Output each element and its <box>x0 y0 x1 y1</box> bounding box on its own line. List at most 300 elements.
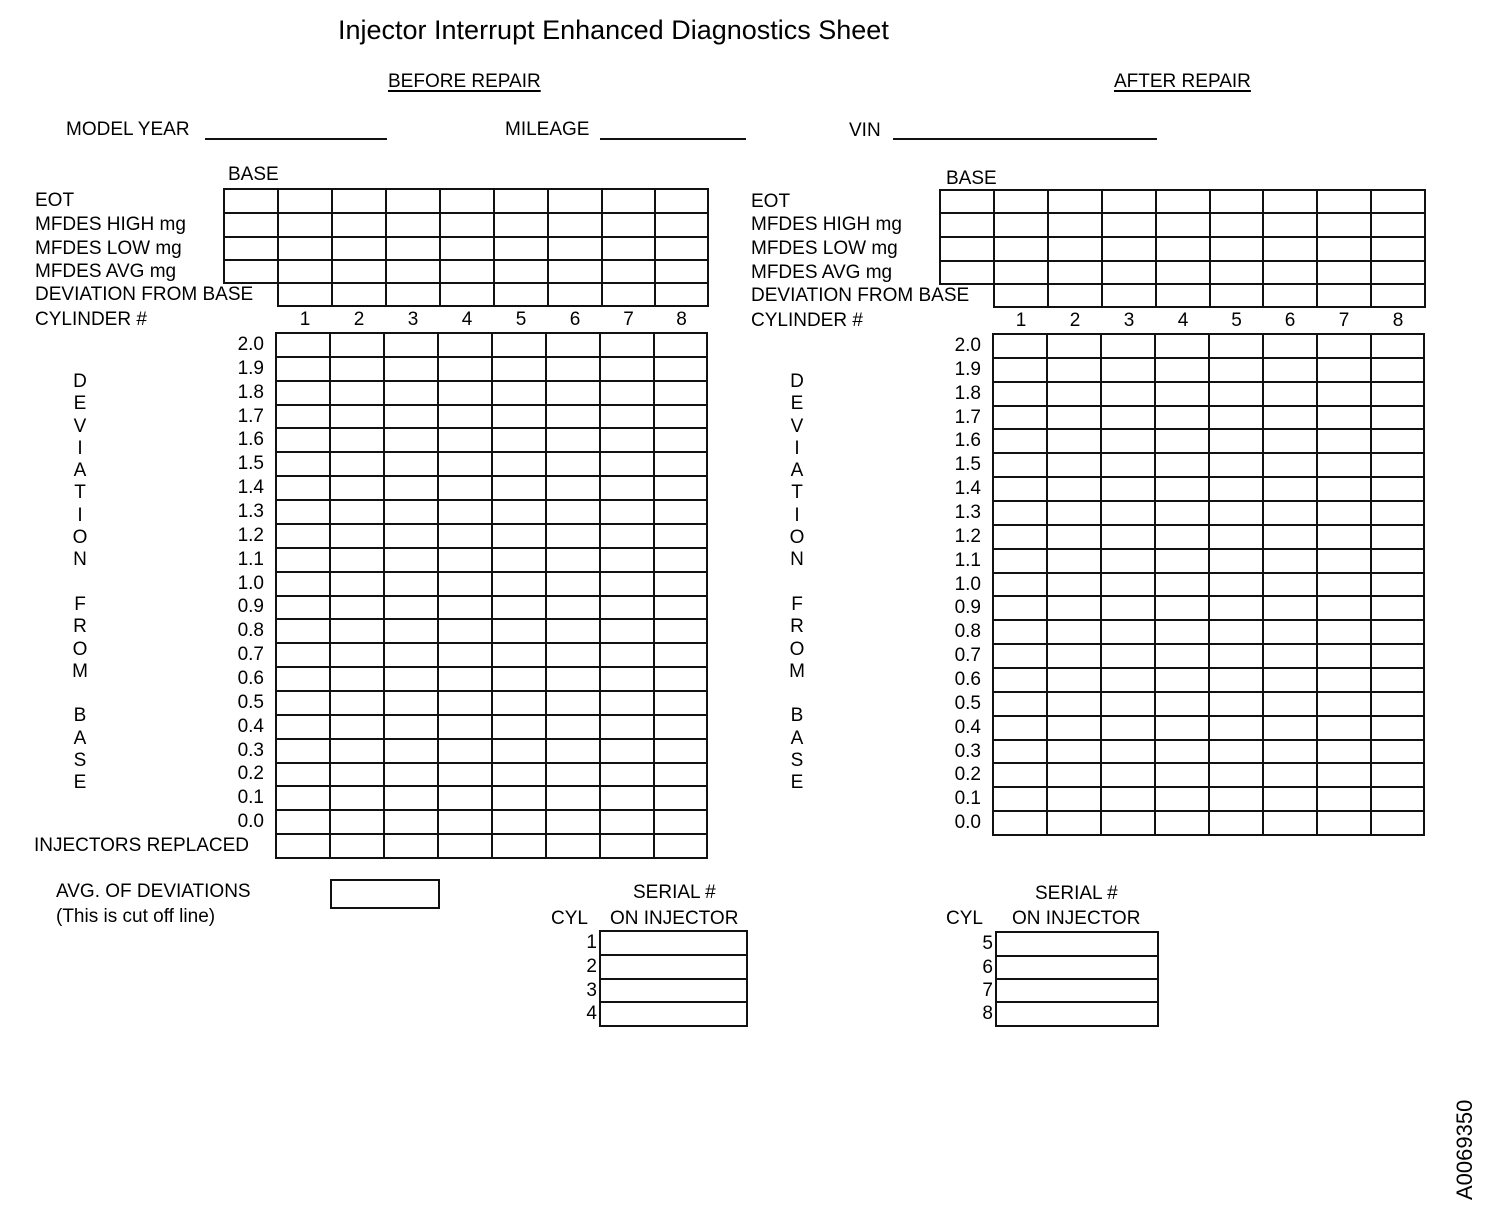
after-deviation-scale-label: 0.9 <box>954 597 981 618</box>
before-mfdes-high-cyl4-cell <box>439 212 495 238</box>
before-deviation-1-9-cyl2-cell <box>329 356 385 382</box>
before-deviation-0-7-cyl1-cell <box>275 642 331 668</box>
before-deviation-0-2-cyl6-cell <box>545 762 601 787</box>
before-injectors-replaced-cyl7-cell <box>599 833 655 859</box>
after-mfdes-high-cyl6-cell <box>1262 212 1318 238</box>
serial-cyl-number: 7 <box>982 980 993 1001</box>
before-deviation-0-1-cyl3-cell <box>383 785 439 811</box>
after-mfdes-low-cyl7-cell <box>1316 236 1372 262</box>
after-mfdes-low-cyl2-cell <box>1047 236 1103 262</box>
before-deviation-1-8-cyl3-cell <box>383 380 439 406</box>
after-deviation-0-2-cyl5-cell <box>1208 762 1264 788</box>
before-deviation-0-6-cyl4-cell <box>437 666 493 692</box>
after-deviation-0-2-cyl7-cell <box>1316 762 1372 788</box>
before-deviation-1-1-cyl4-cell <box>437 547 493 573</box>
before-deviation-1-1-cyl3-cell <box>383 547 439 573</box>
after-deviation-1-9-cyl8-cell <box>1370 357 1425 383</box>
after-deviation-scale-label: 1.7 <box>954 407 981 428</box>
after-deviation-1-8-cyl3-cell <box>1100 381 1156 407</box>
after-deviation-1-7-cyl3-cell <box>1100 405 1156 430</box>
after-deviation-0-3-cyl5-cell <box>1208 739 1264 764</box>
before-deviation-0-2-cyl5-cell <box>491 762 547 787</box>
before-mfdes-avg-cyl3-cell <box>385 259 441 284</box>
before-deviation-1-1-cyl1-cell <box>275 547 331 573</box>
before-deviation-1-8-cyl2-cell <box>329 380 385 406</box>
before-deviation-1-6-cyl7-cell <box>599 427 655 453</box>
before-deviation-0-6-cyl2-cell <box>329 666 385 692</box>
avg-deviations-label: AVG. OF DEVIATIONS <box>56 881 251 902</box>
before-deviation-1-7-cyl2-cell <box>329 404 385 429</box>
after-deviation-0-4-cyl7-cell <box>1316 715 1372 741</box>
before-deviation-scale-label: 0.0 <box>237 811 264 832</box>
after-deviation-2-0-cyl2-cell <box>1046 333 1102 359</box>
after-deviation-0-8-cyl7-cell <box>1316 619 1372 645</box>
after-deviation-scale-label: 1.3 <box>954 502 981 523</box>
after-deviation-1-3-cyl7-cell <box>1316 500 1372 526</box>
after-deviation-1-2-cyl1-cell <box>992 524 1048 550</box>
after-deviation-0-3-cyl2-cell <box>1046 739 1102 764</box>
before-deviation-1-4-cyl8-cell <box>653 475 708 501</box>
before-deviation-0-7-cyl7-cell <box>599 642 655 668</box>
serial-heading: SERIAL # <box>633 882 716 903</box>
before-deviation-1-0-cyl4-cell <box>437 571 493 597</box>
before-deviation-0-9-cyl5-cell <box>491 595 547 620</box>
before-deviation-scale-label: 1.5 <box>237 453 264 474</box>
after-deviation-scale-label: 0.2 <box>954 764 981 785</box>
after-deviation-0-7-cyl1-cell <box>992 643 1048 669</box>
before-deviation-1-7-cyl1-cell <box>275 404 331 429</box>
before-deviation-0-5-cyl8-cell <box>653 690 708 716</box>
serial-number-cell-cyl8 <box>995 1001 1159 1027</box>
before-injectors-replaced-cyl6-cell <box>545 833 601 859</box>
mileage-label: MILEAGE <box>505 119 590 140</box>
after-deviation-scale-label: 0.8 <box>954 621 981 642</box>
before-deviation-1-9-cyl4-cell <box>437 356 493 382</box>
after-deviation-0-7-cyl8-cell <box>1370 643 1425 669</box>
before-deviation-2-0-cyl2-cell <box>329 332 385 358</box>
before-deviation-1-4-cyl4-cell <box>437 475 493 501</box>
axis-label-letter: E <box>73 393 87 415</box>
before-injectors-replaced-cyl4-cell <box>437 833 493 859</box>
after-deviation-2-0-cyl4-cell <box>1154 333 1210 359</box>
before-deviation-1-4-cyl3-cell <box>383 475 439 501</box>
after-base-label: BASE <box>946 168 997 189</box>
axis-label-letter: A <box>73 727 87 749</box>
after-deviation-2-0-cyl6-cell <box>1262 333 1318 359</box>
before-deviation-0-8-cyl8-cell <box>653 618 708 644</box>
after-deviation-0-8-cyl5-cell <box>1208 619 1264 645</box>
after-deviation-1-4-cyl5-cell <box>1208 476 1264 502</box>
after-deviation-0-0-cyl1-cell <box>992 810 1048 836</box>
before-deviation-1-0-cyl3-cell <box>383 571 439 597</box>
after-deviation-from-base-cyl7-cell <box>1316 283 1372 308</box>
before-deviation-scale-label: 1.1 <box>237 549 264 570</box>
before-deviation-1-5-cyl5-cell <box>491 451 547 477</box>
after-deviation-0-9-cyl3-cell <box>1100 595 1156 621</box>
after-deviation-1-6-cyl5-cell <box>1208 428 1264 454</box>
before-deviation-0-0-cyl6-cell <box>545 809 601 835</box>
before-deviation-0-5-cyl2-cell <box>329 690 385 716</box>
after-deviation-0-3-cyl3-cell <box>1100 739 1156 764</box>
after-deviation-1-1-cyl6-cell <box>1262 548 1318 574</box>
before-deviation-1-9-cyl5-cell <box>491 356 547 382</box>
before-deviation-0-8-cyl2-cell <box>329 618 385 644</box>
after-deviation-0-8-cyl4-cell <box>1154 619 1210 645</box>
axis-label-letter: O <box>789 638 805 660</box>
after-deviation-0-9-cyl1-cell <box>992 595 1048 621</box>
before-deviation-0-1-cyl6-cell <box>545 785 601 811</box>
after-deviation-0-5-cyl6-cell <box>1262 691 1318 717</box>
before-deviation-from-base-cyl3-cell <box>385 282 441 307</box>
before-deviation-scale-label: 0.4 <box>237 716 264 737</box>
before-mfdes-high-cyl3-cell <box>385 212 441 238</box>
before-deviation-scale-label: 0.1 <box>237 787 264 808</box>
before-deviation-1-4-cyl6-cell <box>545 475 601 501</box>
after-deviation-1-5-cyl7-cell <box>1316 452 1372 478</box>
before-deviation-1-2-cyl1-cell <box>275 523 331 549</box>
serial-number-cell-cyl6 <box>995 955 1159 980</box>
after-deviation-1-5-cyl5-cell <box>1208 452 1264 478</box>
before-deviation-1-8-cyl6-cell <box>545 380 601 406</box>
after-deviation-1-7-cyl5-cell <box>1208 405 1264 430</box>
after-deviation-0-7-cyl4-cell <box>1154 643 1210 669</box>
after-mfdes-high-base-cell <box>939 212 995 238</box>
after-deviation-scale-label: 0.6 <box>954 669 981 690</box>
before-deviation-1-0-cyl1-cell <box>275 571 331 597</box>
before-mfdes-avg-cyl4-cell <box>439 259 495 284</box>
after-deviation-1-6-cyl8-cell <box>1370 428 1425 454</box>
before-deviation-0-4-cyl1-cell <box>275 714 331 740</box>
axis-label-letter: A <box>790 460 804 482</box>
after-deviation-1-6-cyl7-cell <box>1316 428 1372 454</box>
before-deviation-0-4-cyl7-cell <box>599 714 655 740</box>
after-repair-heading: AFTER REPAIR <box>1114 71 1251 92</box>
before-deviation-0-1-cyl1-cell <box>275 785 331 811</box>
before-injectors-replaced-cyl5-cell <box>491 833 547 859</box>
before-deviation-1-3-cyl4-cell <box>437 499 493 525</box>
before-deviation-0-0-cyl4-cell <box>437 809 493 835</box>
after-deviation-0-2-cyl2-cell <box>1046 762 1102 788</box>
before-deviation-0-8-cyl6-cell <box>545 618 601 644</box>
after-deviation-0-6-cyl6-cell <box>1262 667 1318 693</box>
before-deviation-1-9-cyl8-cell <box>653 356 708 382</box>
after-deviation-1-9-cyl5-cell <box>1208 357 1264 383</box>
before-injectors-replaced-cyl8-cell <box>653 833 708 859</box>
after-deviation-from-base-cyl8-cell <box>1370 283 1426 308</box>
after-mfdes-high-cyl5-cell <box>1209 212 1264 238</box>
before-deviation-1-5-cyl4-cell <box>437 451 493 477</box>
before-mfdes-avg-label: MFDES AVG mg <box>35 261 177 282</box>
before-mfdes-low-cyl7-cell <box>601 236 656 261</box>
after-deviation-0-0-cyl5-cell <box>1208 810 1264 836</box>
after-deviation-1-2-cyl7-cell <box>1316 524 1372 550</box>
after-mfdes-low-cyl6-cell <box>1262 236 1318 262</box>
after-deviation-1-2-cyl8-cell <box>1370 524 1425 550</box>
after-deviation-0-4-cyl4-cell <box>1154 715 1210 741</box>
serial-cyl-number: 4 <box>586 1003 597 1024</box>
after-cylinder-number: 1 <box>1015 310 1027 331</box>
before-deviation-1-7-cyl3-cell <box>383 404 439 429</box>
before-deviation-scale-label: 0.3 <box>237 740 264 761</box>
after-deviation-0-9-cyl5-cell <box>1208 595 1264 621</box>
before-deviation-1-7-cyl6-cell <box>545 404 601 429</box>
after-deviation-1-7-cyl6-cell <box>1262 405 1318 430</box>
after-mfdes-low-cyl8-cell <box>1370 236 1426 262</box>
after-deviation-from-base-cyl5-cell <box>1209 283 1264 308</box>
before-mfdes-low-cyl3-cell <box>385 236 441 261</box>
after-deviation-0-0-cyl7-cell <box>1316 810 1372 836</box>
before-deviation-1-2-cyl4-cell <box>437 523 493 549</box>
axis-label-letter: V <box>73 415 87 437</box>
after-deviation-0-9-cyl2-cell <box>1046 595 1102 621</box>
after-mfdes-low-cyl1-cell <box>993 236 1049 262</box>
before-deviation-1-1-cyl2-cell <box>329 547 385 573</box>
after-deviation-scale-label: 1.1 <box>954 550 981 571</box>
before-deviation-scale-label: 0.8 <box>237 620 264 641</box>
after-deviation-from-base-label: DEVIATION FROM BASE <box>751 285 970 306</box>
before-mfdes-avg-cyl2-cell <box>331 259 387 284</box>
before-deviation-1-2-cyl6-cell <box>545 523 601 549</box>
after-deviation-1-4-cyl8-cell <box>1370 476 1425 502</box>
before-deviation-1-3-cyl6-cell <box>545 499 601 525</box>
axis-label-letter: O <box>72 638 88 660</box>
after-mfdes-high-cyl7-cell <box>1316 212 1372 238</box>
before-eot-cyl8-cell <box>654 188 709 214</box>
before-deviation-from-base-cyl4-cell <box>439 282 495 307</box>
after-deviation-0-1-cyl3-cell <box>1100 786 1156 812</box>
axis-label-letter: R <box>790 616 804 638</box>
before-eot-base-cell <box>223 188 279 214</box>
after-eot-cyl1-cell <box>993 189 1049 214</box>
before-deviation-1-1-cyl7-cell <box>599 547 655 573</box>
after-deviation-scale-label: 0.1 <box>954 788 981 809</box>
axis-label-letter: T <box>791 482 803 504</box>
axis-label-letter: D <box>790 371 804 392</box>
after-deviation-1-0-cyl3-cell <box>1100 572 1156 597</box>
after-deviation-1-8-cyl7-cell <box>1316 381 1372 407</box>
before-injectors-replaced-cyl3-cell <box>383 833 439 859</box>
after-deviation-1-4-cyl3-cell <box>1100 476 1156 502</box>
before-deviation-1-5-cyl6-cell <box>545 451 601 477</box>
after-eot-cyl2-cell <box>1047 189 1103 214</box>
after-deviation-scale-label: 1.0 <box>954 574 981 595</box>
axis-label-letter: D <box>73 371 87 392</box>
before-deviation-0-2-cyl3-cell <box>383 762 439 787</box>
before-deviation-1-2-cyl7-cell <box>599 523 655 549</box>
serial-cyl-label: CYL <box>551 908 588 929</box>
before-mfdes-avg-cyl5-cell <box>493 259 549 284</box>
before-mfdes-avg-cyl6-cell <box>547 259 603 284</box>
before-deviation-0-3-cyl4-cell <box>437 738 493 764</box>
before-deviation-1-7-cyl4-cell <box>437 404 493 429</box>
serial-number-cell-cyl1 <box>599 930 748 956</box>
after-deviation-1-4-cyl1-cell <box>992 476 1048 502</box>
before-deviation-2-0-cyl7-cell <box>599 332 655 358</box>
before-mfdes-low-label: MFDES LOW mg <box>35 238 182 259</box>
before-deviation-0-1-cyl2-cell <box>329 785 385 811</box>
before-deviation-1-4-cyl1-cell <box>275 475 331 501</box>
after-deviation-scale-label: 1.9 <box>954 359 981 380</box>
after-deviation-1-9-cyl1-cell <box>992 357 1048 383</box>
after-deviation-0-1-cyl8-cell <box>1370 786 1425 812</box>
before-mfdes-low-cyl5-cell <box>493 236 549 261</box>
after-deviation-0-2-cyl4-cell <box>1154 762 1210 788</box>
after-deviation-2-0-cyl7-cell <box>1316 333 1372 359</box>
before-deviation-1-4-cyl5-cell <box>491 475 547 501</box>
serial-cyl-number: 1 <box>586 932 597 953</box>
before-deviation-0-8-cyl5-cell <box>491 618 547 644</box>
before-deviation-1-7-cyl5-cell <box>491 404 547 429</box>
before-deviation-0-3-cyl2-cell <box>329 738 385 764</box>
after-deviation-1-9-cyl7-cell <box>1316 357 1372 383</box>
before-deviation-1-0-cyl8-cell <box>653 571 708 597</box>
after-deviation-0-7-cyl6-cell <box>1262 643 1318 669</box>
after-deviation-0-6-cyl4-cell <box>1154 667 1210 693</box>
after-deviation-1-1-cyl1-cell <box>992 548 1048 574</box>
before-mfdes-low-cyl2-cell <box>331 236 387 261</box>
after-mfdes-avg-cyl3-cell <box>1101 260 1157 285</box>
before-deviation-2-0-cyl6-cell <box>545 332 601 358</box>
before-deviation-scale-label: 1.3 <box>237 501 264 522</box>
after-deviation-1-5-cyl3-cell <box>1100 452 1156 478</box>
after-cylinder-number: 3 <box>1123 310 1135 331</box>
axis-label-letter: I <box>794 504 800 526</box>
after-eot-cyl8-cell <box>1370 189 1426 214</box>
after-deviation-1-0-cyl4-cell <box>1154 572 1210 597</box>
before-deviation-0-4-cyl4-cell <box>437 714 493 740</box>
before-deviation-2-0-cyl3-cell <box>383 332 439 358</box>
after-deviation-0-1-cyl4-cell <box>1154 786 1210 812</box>
axis-label-letter: M <box>789 660 805 682</box>
before-deviation-1-3-cyl2-cell <box>329 499 385 525</box>
after-deviation-0-5-cyl4-cell <box>1154 691 1210 717</box>
after-deviation-1-9-cyl3-cell <box>1100 357 1156 383</box>
after-deviation-1-5-cyl6-cell <box>1262 452 1318 478</box>
before-deviation-0-6-cyl5-cell <box>491 666 547 692</box>
after-deviation-0-9-cyl7-cell <box>1316 595 1372 621</box>
after-deviation-2-0-cyl5-cell <box>1208 333 1264 359</box>
axis-label-letter: O <box>789 527 805 549</box>
after-deviation-1-0-cyl2-cell <box>1046 572 1102 597</box>
after-deviation-0-6-cyl1-cell <box>992 667 1048 693</box>
after-deviation-1-2-cyl3-cell <box>1100 524 1156 550</box>
after-deviation-0-6-cyl7-cell <box>1316 667 1372 693</box>
after-deviation-1-5-cyl4-cell <box>1154 452 1210 478</box>
before-deviation-1-9-cyl3-cell <box>383 356 439 382</box>
after-deviation-0-1-cyl1-cell <box>992 786 1048 812</box>
before-deviation-1-7-cyl7-cell <box>599 404 655 429</box>
axis-label-letter: T <box>74 482 86 504</box>
after-deviation-axis-label <box>787 371 807 795</box>
before-deviation-0-7-cyl2-cell <box>329 642 385 668</box>
before-deviation-0-5-cyl5-cell <box>491 690 547 716</box>
before-deviation-scale-label: 1.0 <box>237 573 264 594</box>
before-deviation-1-3-cyl5-cell <box>491 499 547 525</box>
after-deviation-scale-label: 1.6 <box>954 430 981 451</box>
after-deviation-1-1-cyl2-cell <box>1046 548 1102 574</box>
before-deviation-1-2-cyl3-cell <box>383 523 439 549</box>
serial-cyl-label: CYL <box>946 908 983 929</box>
before-deviation-1-2-cyl8-cell <box>653 523 708 549</box>
model-year-field <box>205 116 387 140</box>
after-deviation-1-0-cyl5-cell <box>1208 572 1264 597</box>
before-deviation-0-9-cyl4-cell <box>437 595 493 620</box>
before-mfdes-high-cyl8-cell <box>654 212 709 238</box>
before-deviation-from-base-cyl6-cell <box>547 282 603 307</box>
axis-label-letter <box>787 683 807 705</box>
before-mfdes-avg-cyl8-cell <box>654 259 709 284</box>
before-deviation-1-2-cyl5-cell <box>491 523 547 549</box>
before-eot-cyl7-cell <box>601 188 656 214</box>
after-deviation-1-6-cyl2-cell <box>1046 428 1102 454</box>
axis-label-letter: I <box>794 437 800 459</box>
axis-label-letter <box>70 683 90 705</box>
before-deviation-0-1-cyl8-cell <box>653 785 708 811</box>
after-deviation-2-0-cyl3-cell <box>1100 333 1156 359</box>
before-deviation-0-3-cyl6-cell <box>545 738 601 764</box>
avg-deviations-box <box>330 879 440 909</box>
axis-label-letter: I <box>77 504 83 526</box>
before-deviation-axis-label <box>70 371 90 795</box>
after-deviation-0-1-cyl7-cell <box>1316 786 1372 812</box>
after-mfdes-high-label: MFDES HIGH mg <box>751 214 902 235</box>
before-deviation-from-base-cyl8-cell <box>654 282 709 307</box>
before-deviation-0-3-cyl8-cell <box>653 738 708 764</box>
after-deviation-0-3-cyl8-cell <box>1370 739 1425 764</box>
before-deviation-scale-label: 2.0 <box>237 334 264 355</box>
after-deviation-0-5-cyl7-cell <box>1316 691 1372 717</box>
vin-field <box>893 116 1157 140</box>
after-deviation-1-4-cyl7-cell <box>1316 476 1372 502</box>
before-deviation-0-3-cyl3-cell <box>383 738 439 764</box>
after-deviation-1-2-cyl6-cell <box>1262 524 1318 550</box>
before-cylinder-number: 5 <box>515 309 527 330</box>
after-deviation-0-2-cyl1-cell <box>992 762 1048 788</box>
axis-label-letter: R <box>73 616 87 638</box>
before-mfdes-high-cyl6-cell <box>547 212 603 238</box>
before-cylinder-number: 4 <box>461 309 473 330</box>
before-deviation-0-0-cyl7-cell <box>599 809 655 835</box>
sheet-title: Injector Interrupt Enhanced Diagnostics Sheet <box>338 15 889 45</box>
before-deviation-from-base-cyl5-cell <box>493 282 549 307</box>
before-deviation-0-1-cyl5-cell <box>491 785 547 811</box>
after-deviation-0-4-cyl6-cell <box>1262 715 1318 741</box>
after-deviation-0-5-cyl8-cell <box>1370 691 1425 717</box>
before-deviation-1-8-cyl5-cell <box>491 380 547 406</box>
before-deviation-1-0-cyl5-cell <box>491 571 547 597</box>
after-deviation-scale-label: 1.4 <box>954 478 981 499</box>
before-deviation-1-5-cyl8-cell <box>653 451 708 477</box>
before-mfdes-high-cyl7-cell <box>601 212 656 238</box>
before-deviation-0-9-cyl8-cell <box>653 595 708 620</box>
after-deviation-1-1-cyl8-cell <box>1370 548 1425 574</box>
after-deviation-1-7-cyl7-cell <box>1316 405 1372 430</box>
after-deviation-1-8-cyl5-cell <box>1208 381 1264 407</box>
before-deviation-1-7-cyl8-cell <box>653 404 708 429</box>
before-deviation-1-1-cyl8-cell <box>653 547 708 573</box>
before-cylinder-number: 6 <box>569 309 581 330</box>
after-deviation-0-0-cyl3-cell <box>1100 810 1156 836</box>
after-deviation-0-6-cyl3-cell <box>1100 667 1156 693</box>
before-deviation-1-2-cyl2-cell <box>329 523 385 549</box>
after-eot-label: EOT <box>751 191 791 212</box>
before-deviation-scale-label: 1.6 <box>237 429 264 450</box>
after-deviation-scale-label: 0.3 <box>954 741 981 762</box>
after-cylinder-number: 4 <box>1177 310 1189 331</box>
after-deviation-1-1-cyl5-cell <box>1208 548 1264 574</box>
avg-deviations-note: (This is cut off line) <box>56 906 216 927</box>
before-deviation-1-8-cyl7-cell <box>599 380 655 406</box>
